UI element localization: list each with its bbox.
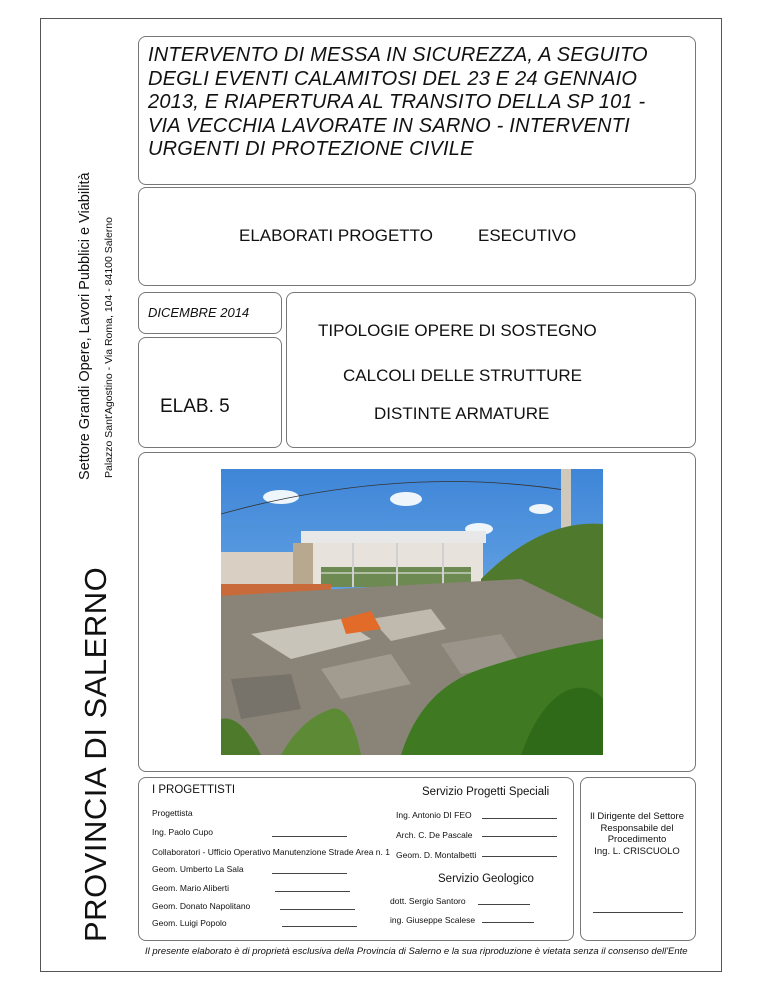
title-line: DEGLI EVENTI CALAMITOSI DEL 23 E 24 GENNAIO bbox=[148, 67, 638, 90]
signature-line bbox=[275, 891, 350, 892]
title-line: URGENTI DI PROTEZIONE CIVILE bbox=[148, 138, 474, 160]
signature-line bbox=[478, 904, 530, 905]
progettisti-box bbox=[138, 777, 574, 941]
collaboratore-name: Geom. Umberto La Sala bbox=[152, 864, 244, 874]
project-title bbox=[148, 44, 693, 162]
servizio-geologico-member: dott. Sergio Santoro bbox=[390, 896, 466, 906]
signature-line bbox=[482, 922, 534, 923]
servizio-progetti-member: Ing. Antonio DI FEO bbox=[396, 810, 472, 820]
signature-line bbox=[272, 836, 347, 837]
signature-line bbox=[593, 912, 683, 913]
title-line: 2013, E RIAPERTURA AL TRANSITO DELLA SP 101 - bbox=[148, 91, 646, 113]
servizio-geologico-member: ing. Giuseppe Scalese bbox=[390, 915, 476, 925]
collaboratore-name: Geom. Donato Napolitano bbox=[152, 901, 251, 911]
subject-line: CALCOLI DELLE STRUTTURE bbox=[343, 366, 582, 385]
signature-line bbox=[482, 856, 557, 857]
dirigente-block bbox=[580, 811, 694, 857]
progettista-name: Ing. Paolo Cupo bbox=[152, 827, 213, 837]
servizio-progetti-member: Geom. D. Montalbetti bbox=[396, 850, 477, 860]
elaborati-label: ELABORATI PROGETTO bbox=[239, 226, 433, 245]
dirigente-line: Responsabile del bbox=[600, 822, 674, 834]
dirigente-box bbox=[580, 777, 696, 941]
sidebar-address: Palazzo Sant'Agostino - Via Roma, 104 - 84100 Salerno bbox=[103, 217, 115, 478]
title-line: VIA VECCHIA LAVORATE IN SARNO - INTERVENTI bbox=[148, 114, 630, 137]
dirigente-line: Procedimento bbox=[607, 834, 667, 845]
collaboratori-label: Collaboratori - Ufficio Operativo Manutenzione Strade Area n. 1 bbox=[152, 847, 390, 857]
site-photo bbox=[221, 469, 603, 755]
servizio-progetti-header: Servizio Progetti Speciali bbox=[422, 786, 550, 798]
collaboratore-name: Geom. Luigi Popolo bbox=[152, 918, 227, 928]
subject-line: DISTINTE ARMATURE bbox=[374, 404, 550, 423]
progettista-label: Progettista bbox=[152, 808, 193, 818]
signature-line bbox=[272, 873, 347, 874]
title-line: INTERVENTO DI MESSA IN SICUREZZA, A SEGUITO bbox=[148, 44, 648, 66]
dirigente-line: Ing. L. CRISCUOLO bbox=[594, 845, 680, 857]
elab-box bbox=[138, 337, 282, 448]
signature-line bbox=[282, 926, 357, 927]
footer-notice: Il presente elaborato è di proprietà esclusiva della Provincia di Salerno e la sua riproduzione è vietata senza il consenso dell'Ente bbox=[145, 946, 688, 957]
sidebar-settore: Settore Grandi Opere, Lavori Pubblici e Viabilità bbox=[77, 172, 93, 480]
date-text: DICEMBRE 2014 bbox=[148, 305, 250, 320]
servizio-progetti-member: Arch. C. De Pascale bbox=[396, 830, 473, 840]
signature-line bbox=[482, 836, 557, 837]
dirigente-line: Il Dirigente del Settore bbox=[590, 811, 684, 822]
sidebar-provincia: PROVINCIA DI SALERNO bbox=[78, 566, 113, 942]
signature-line bbox=[280, 909, 355, 910]
subject-line: TIPOLOGIE OPERE DI SOSTEGNO bbox=[318, 321, 597, 340]
elaborati-type: ESECUTIVO bbox=[478, 226, 577, 245]
signature-line bbox=[482, 818, 557, 819]
servizio-geologico-header: Servizio Geologico bbox=[438, 873, 534, 885]
elab-number: ELAB. 5 bbox=[160, 396, 230, 417]
collaboratore-name: Geom. Mario Aliberti bbox=[152, 883, 229, 893]
progettisti-header: I PROGETTISTI bbox=[152, 784, 236, 796]
